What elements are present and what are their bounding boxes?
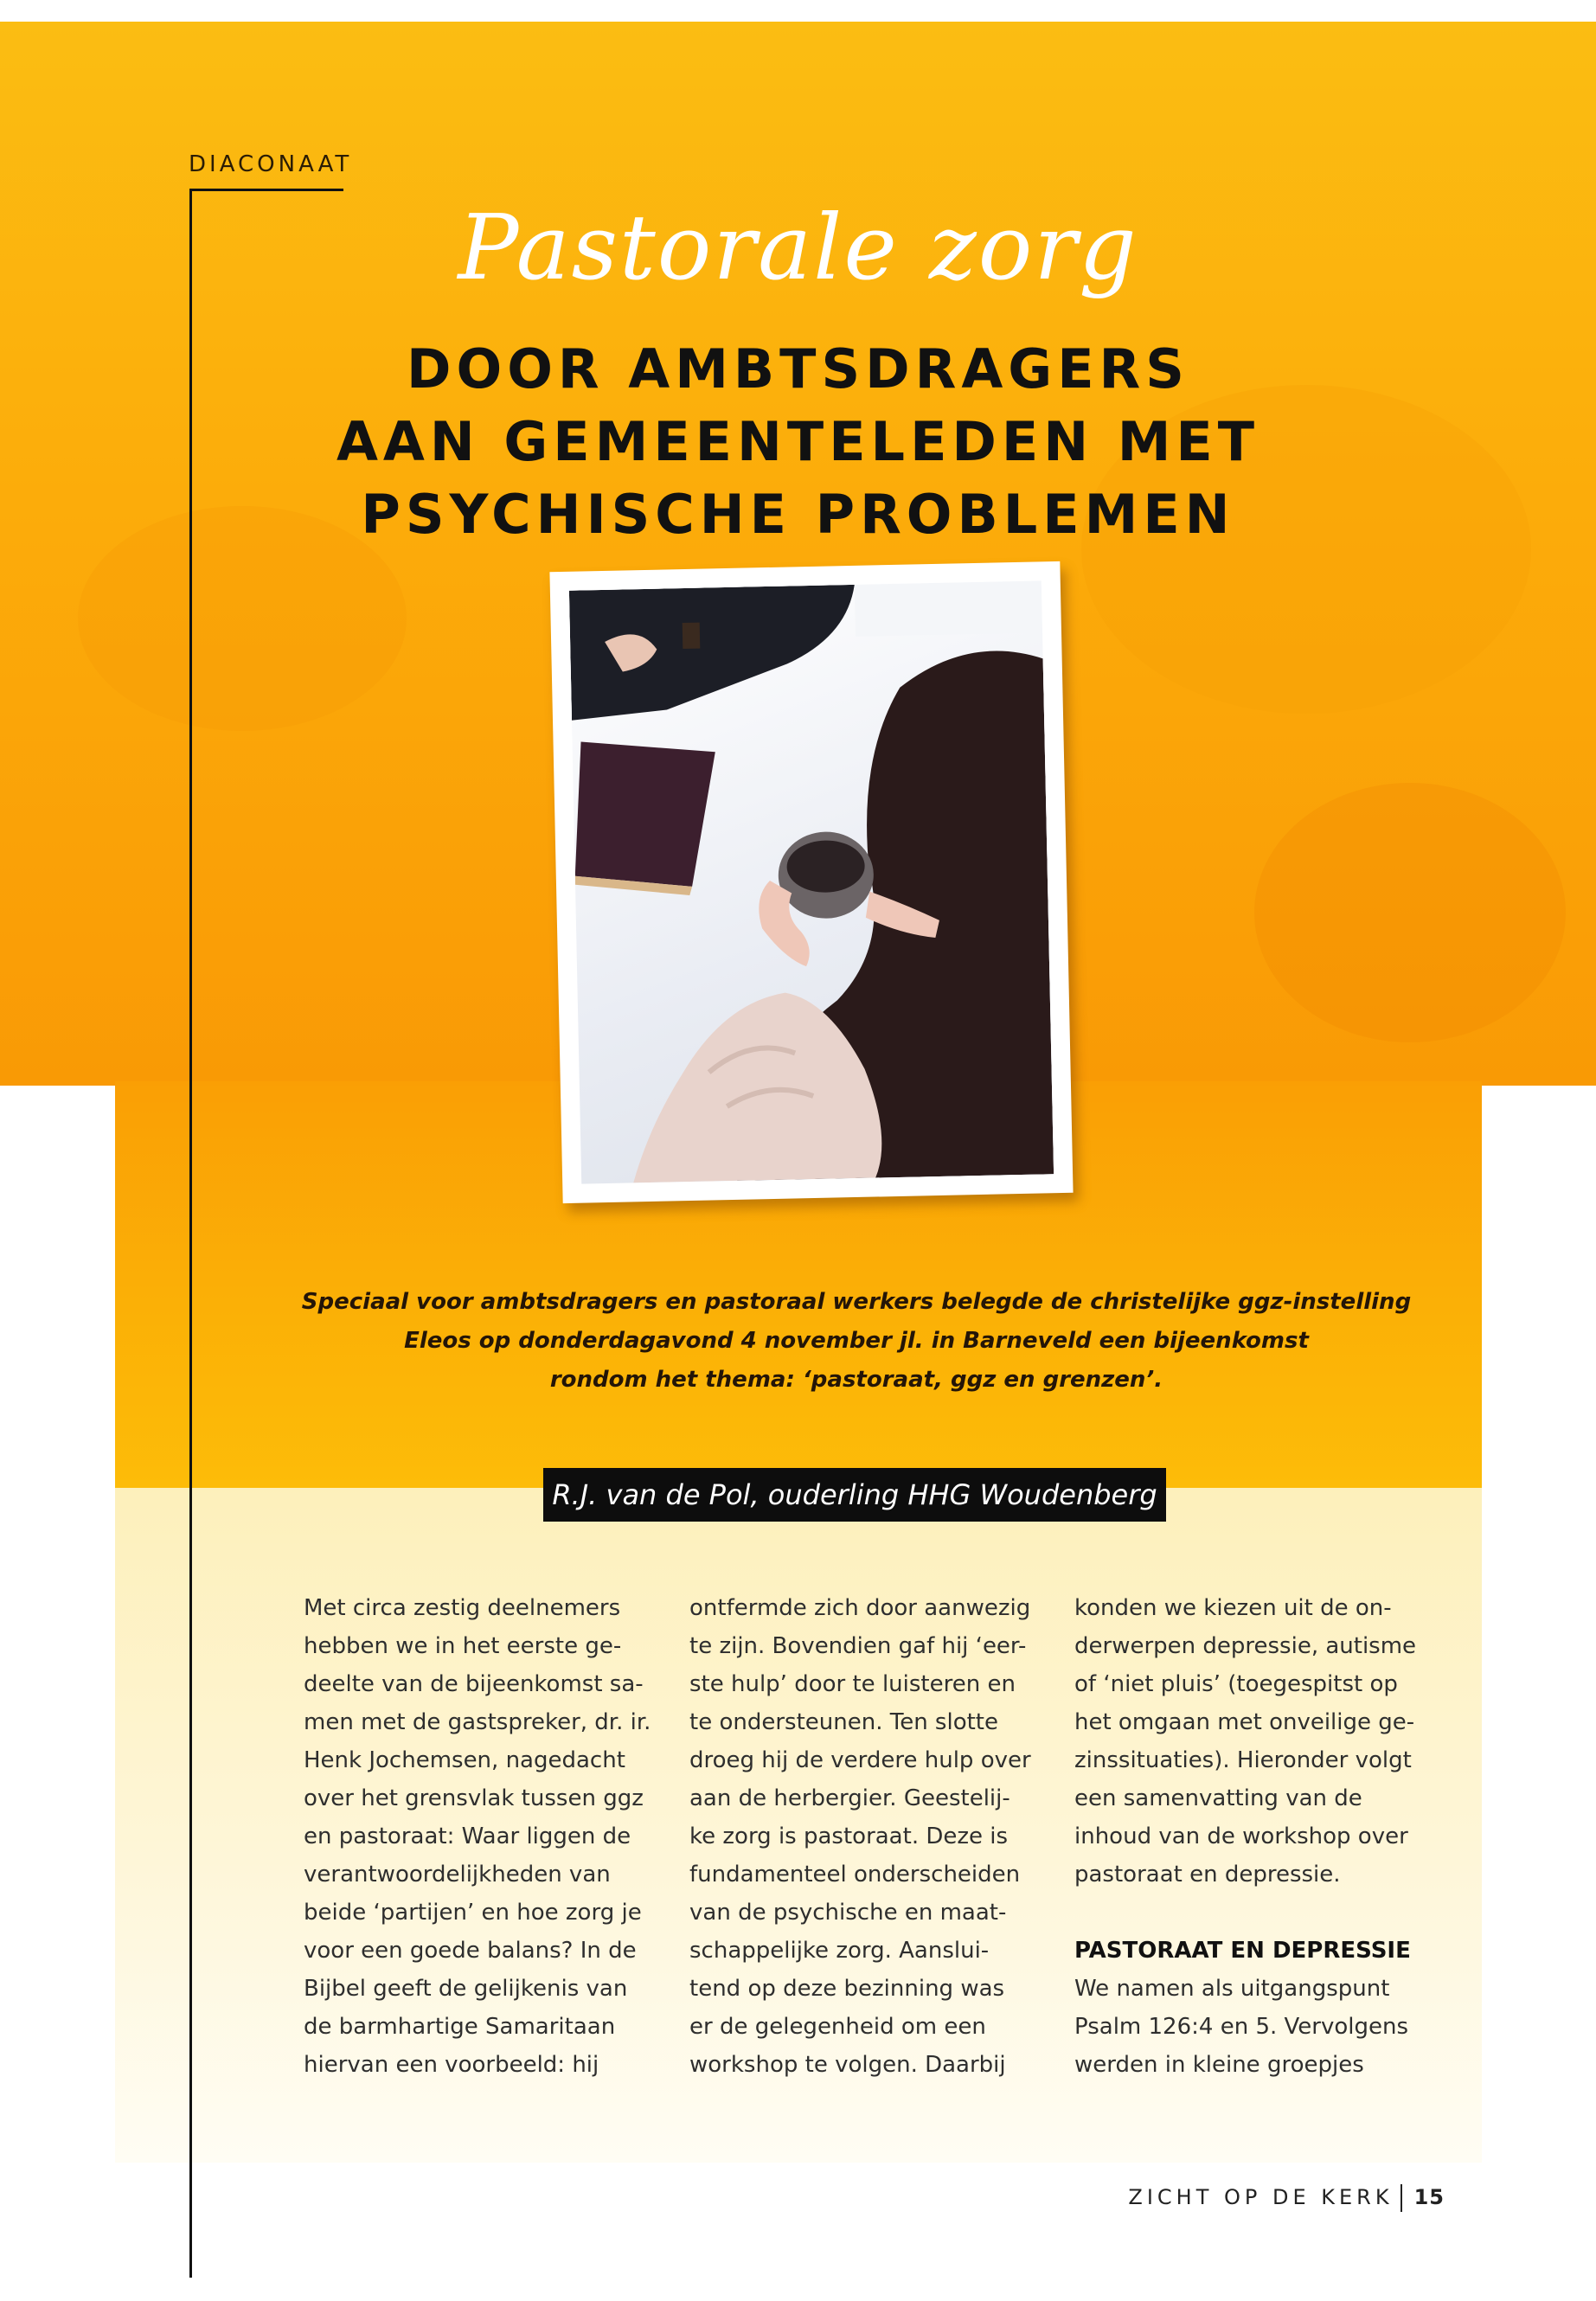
section-rule bbox=[189, 189, 343, 191]
body-column-3 bbox=[1074, 1589, 1429, 2084]
footer-divider bbox=[1401, 2184, 1402, 2212]
text-line: konden we kiezen uit de on- bbox=[1074, 1595, 1392, 1621]
text-line: werden in kleine groepjes bbox=[1074, 2052, 1364, 2078]
text-line: men met de gastspreker, dr. ir. bbox=[304, 1709, 651, 1735]
text-line: fundamenteel onderscheiden bbox=[689, 1862, 1021, 1888]
text-line: voor een goede balans? In de bbox=[304, 1938, 637, 1964]
text-line: een samenvatting van de bbox=[1074, 1785, 1362, 1811]
script-title: Pastorale zorg bbox=[458, 195, 1138, 300]
text-line: hebben we in het eerste ge- bbox=[304, 1633, 622, 1659]
body-column-1 bbox=[304, 1589, 658, 2084]
text-line: deelte van de bijeenkomst sa- bbox=[304, 1671, 644, 1697]
text-line: beide ‘partijen’ en hoe zorg je bbox=[304, 1900, 642, 1926]
photo-illustration bbox=[569, 580, 1054, 1183]
lead-line: rondom het thema: ‘pastoraat, ggz en grenzen’. bbox=[549, 1367, 1163, 1393]
text-line: workshop te volgen. Daarbij bbox=[689, 2052, 1006, 2078]
photo-scene bbox=[569, 580, 1054, 1183]
text-line: Met circa zestig deelnemers bbox=[304, 1595, 621, 1621]
text-line: inhoud van de workshop over bbox=[1074, 1823, 1408, 1849]
page-footer bbox=[1128, 2184, 1445, 2212]
lead-line: Speciaal voor ambtsdragers en pastoraal werkers belegde de christelijke ggz-instelling bbox=[301, 1289, 1412, 1315]
author-byline: R.J. van de Pol, ouderling HHG Woudenberg bbox=[543, 1468, 1166, 1522]
lead-paragraph bbox=[242, 1283, 1471, 1400]
title-line: DOOR AMBTSDRAGERS bbox=[407, 337, 1189, 401]
text-line: hiervan een voorbeeld: hij bbox=[304, 2052, 599, 2078]
text-line: Bijbel geeft de gelijkenis van bbox=[304, 1976, 628, 2002]
main-title bbox=[0, 333, 1596, 551]
text-line: te zijn. Bovendien gaf hij ‘eer- bbox=[689, 1633, 1027, 1659]
text-line: van de psychische en maat- bbox=[689, 1900, 1007, 1926]
text-line: ontfermde zich door aanwezig bbox=[689, 1595, 1031, 1621]
text-line: de barmhartige Samaritaan bbox=[304, 2014, 616, 2040]
text-line: pastoraat en depressie. bbox=[1074, 1862, 1341, 1888]
article-photo bbox=[549, 561, 1073, 1203]
section-label: DIACONAAT bbox=[189, 151, 353, 177]
text-line: verantwoordelijkheden van bbox=[304, 1862, 611, 1888]
text-line: Henk Jochemsen, nagedacht bbox=[304, 1747, 625, 1773]
text-line: te ondersteunen. Ten slotte bbox=[689, 1709, 998, 1735]
text-line: droeg hij de verdere hulp over bbox=[689, 1747, 1031, 1773]
text-line: aan de herbergier. Geestelij- bbox=[689, 1785, 1010, 1811]
lead-line: Eleos op donderdagavond 4 november jl. in Barneveld een bijeenkomst bbox=[404, 1328, 1309, 1354]
title-line: AAN GEMEENTELEDEN MET bbox=[336, 410, 1260, 473]
text-line: en pastoraat: Waar liggen de bbox=[304, 1823, 631, 1849]
subheading: PASTORAAT EN DEPRESSIE bbox=[1074, 1938, 1411, 1964]
text-line: derwerpen depressie, autisme bbox=[1074, 1633, 1417, 1659]
text-line: ke zorg is pastoraat. Deze is bbox=[689, 1823, 1009, 1849]
text-line: over het grensvlak tussen ggz bbox=[304, 1785, 644, 1811]
blurred-hand-shape bbox=[1254, 783, 1566, 1042]
text-line: zinssituaties). Hieronder volgt bbox=[1074, 1747, 1412, 1773]
page-number: 15 bbox=[1413, 2185, 1445, 2209]
magazine-name: ZICHT OP DE KERK bbox=[1128, 2185, 1394, 2209]
text-line: er de gelegenheid om een bbox=[689, 2014, 986, 2040]
text-line: tend op deze bezinning was bbox=[689, 1976, 1005, 2002]
text-line: of ‘niet pluis’ (toegespitst op bbox=[1074, 1671, 1398, 1697]
text-line: ste hulp’ door te luisteren en bbox=[689, 1671, 1016, 1697]
text-line: schappelijke zorg. Aanslui- bbox=[689, 1938, 990, 1964]
title-line: PSYCHISCHE PROBLEMEN bbox=[361, 483, 1235, 546]
text-line: Psalm 126:4 en 5. Vervolgens bbox=[1074, 2014, 1409, 2040]
body-column-2 bbox=[689, 1589, 1044, 2084]
text-line: het omgaan met onveilige ge- bbox=[1074, 1709, 1415, 1735]
text-line: We namen als uitgangspunt bbox=[1074, 1976, 1390, 2002]
